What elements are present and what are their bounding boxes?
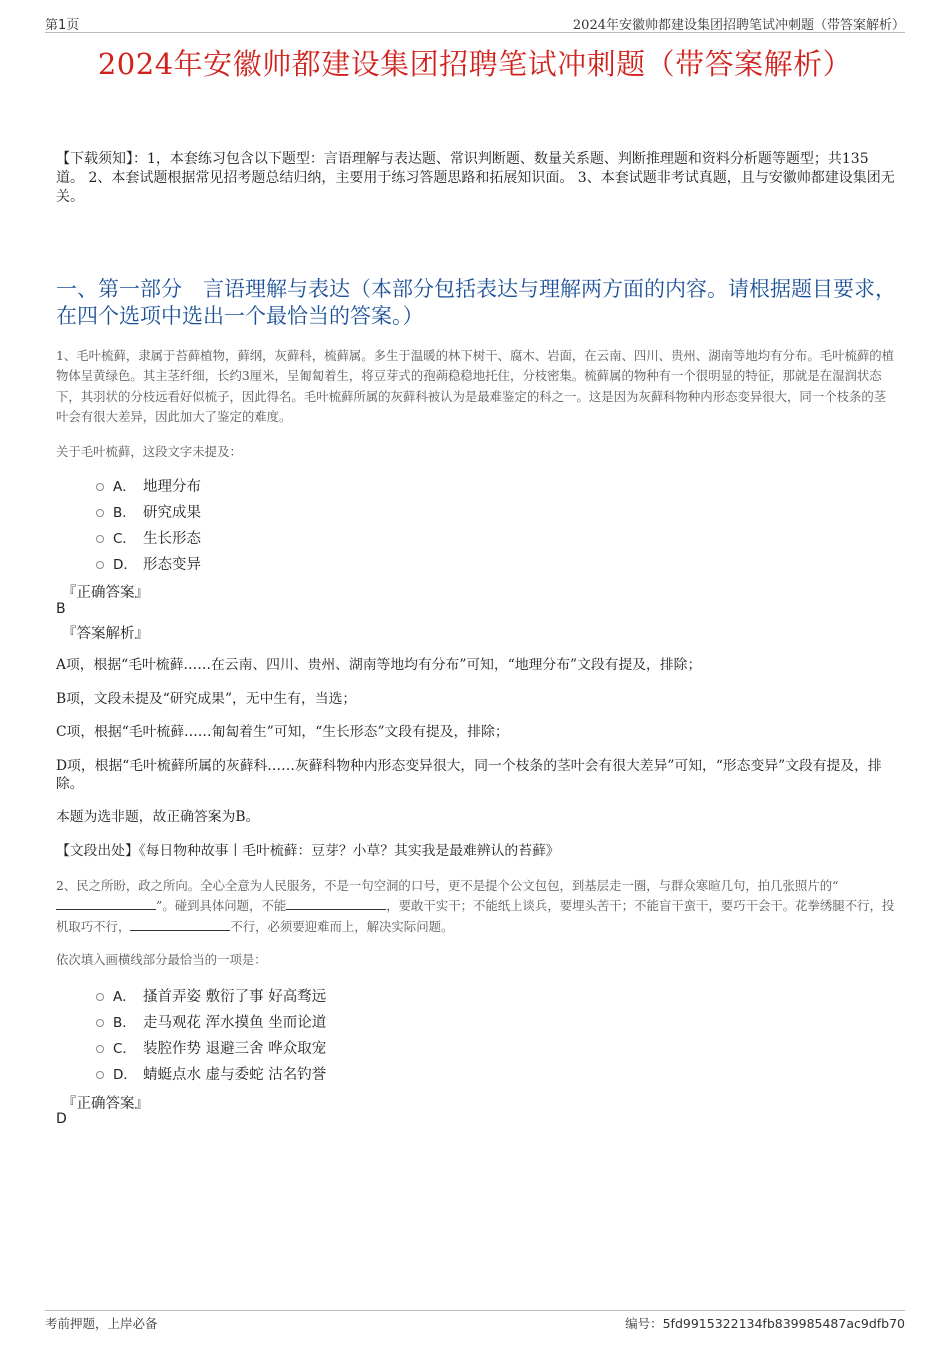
footer-divider bbox=[45, 1310, 905, 1311]
question-1-prompt: 关于毛叶梳藓，这段文字未提及： bbox=[56, 444, 242, 459]
question-1-answer: B bbox=[56, 601, 66, 617]
question-1-option-c[interactable]: C． 生长形态 bbox=[96, 526, 201, 548]
analysis-line-d: D项，根据“毛叶梳藓所属的灰藓科……灰藓科物种内形态变异很大，同一个枝条的茎叶会有很大差异”可知，“形态变异”文段有提及，排除。 bbox=[56, 758, 882, 792]
option-text: 生长形态 bbox=[143, 530, 201, 547]
header-divider bbox=[45, 32, 905, 33]
question-2-option-b[interactable]: B． 走马观花 浑水摸鱼 坐而论道 bbox=[96, 1010, 326, 1032]
analysis-line-a: A项，根据“毛叶梳藓……在云南、四川、贵州、湖南等地均有分布”可知，“地理分布”文段有提及，排除； bbox=[56, 657, 702, 673]
question-1-answer-label: 『正确答案』 bbox=[62, 585, 149, 601]
footer-code-label: 编号： bbox=[625, 1316, 663, 1331]
radio-icon[interactable] bbox=[96, 509, 104, 517]
option-text: 搔首弄姿 敷衍了事 好高骛远 bbox=[143, 988, 327, 1005]
question-2-text: 2、民之所盼，政之所向。全心全意为人民服务，不是一句空洞的口号，更不是提个公文包包，到基层走一圈，与群众寒暄几句，拍几张照片的“”。碰到具体问题，不能 ，要敢干实干；不能纸上谈兵，要埋头苦干；不能盲干蛮干，要巧干会干。花拳绣腿不行，投机取巧不行， 不行，必须要迎难而上，解决实际问题。 bbox=[56, 878, 895, 934]
radio-icon[interactable] bbox=[96, 1045, 104, 1053]
radio-icon[interactable] bbox=[96, 535, 104, 543]
question-1-option-d[interactable]: D． 形态变异 bbox=[96, 552, 201, 574]
fill-blank-2[interactable] bbox=[286, 897, 386, 910]
analysis-line-b: B项，文段未提及“研究成果”，无中生有，当选； bbox=[56, 691, 357, 707]
question-2-option-d[interactable]: D． 蜻蜓点水 虚与委蛇 沽名钓誉 bbox=[96, 1062, 326, 1084]
radio-icon[interactable] bbox=[96, 1071, 104, 1079]
question-1-option-a[interactable]: A． 地理分布 bbox=[96, 474, 201, 496]
question-2-prompt: 依次填入画横线部分最恰当的一项是： bbox=[56, 952, 267, 967]
option-text: 蜻蜓点水 虚与委蛇 沽名钓誉 bbox=[143, 1066, 327, 1083]
radio-icon[interactable] bbox=[96, 993, 104, 1001]
header-doc-title: 2024年安徽帅都建设集团招聘笔试冲刺题（带答案解析） bbox=[572, 18, 905, 33]
option-text: 走马观花 浑水摸鱼 坐而论道 bbox=[143, 1014, 327, 1031]
page-title: 2024年安徽帅都建设集团招聘笔试冲刺题（带答案解析） bbox=[97, 47, 853, 81]
radio-icon[interactable] bbox=[96, 483, 104, 491]
question-1-option-b[interactable]: B． 研究成果 bbox=[96, 500, 201, 522]
footer-code-value: 5fd9915322134fb839985487ac9dfb70 bbox=[662, 1316, 905, 1331]
option-text: 装腔作势 退避三舍 哗众取宠 bbox=[143, 1040, 327, 1057]
question-2-answer-label: 『正确答案』 bbox=[62, 1096, 149, 1112]
footer-code bbox=[625, 1314, 905, 1332]
section-title: 一、第一部分 言语理解与表达（本部分包括表达与理解两方面的内容。请根据题目要求，在四个选项中选出一个最恰当的答案。） bbox=[56, 277, 896, 328]
option-text: 研究成果 bbox=[143, 504, 201, 521]
option-text: 地理分布 bbox=[143, 478, 201, 495]
analysis-line-c: C项，根据“毛叶梳藓……匍匐着生”可知，“生长形态”文段有提及，排除； bbox=[56, 724, 509, 740]
radio-icon[interactable] bbox=[96, 561, 104, 569]
question-2-option-a[interactable]: A． 搔首弄姿 敷衍了事 好高骛远 bbox=[96, 984, 326, 1006]
question-1-text: 1、毛叶梳藓，隶属于苔藓植物，藓纲，灰藓科，梳藓属。多生于温暖的林下树干、腐木、岩面，在云南、四川、贵州、湖南等地均有分布。毛叶梳藓的植物体呈黄绿色。其主茎纤细，长约3厘米，呈匍匐着生，将豆芽式的孢蒴稳稳地托住，分枝密集。梳藓属的物种有一个很明显的特征，那就是在湿润状态下，其羽状的分枝远看好似梳子，因此得名。毛叶梳藓所属的灰藓科被认为是最难鉴定的科之一。这是因为灰藓科物种内形态变异很大，同一个枝条的茎叶会有很大差异，因此加大了鉴定的难度。 bbox=[56, 348, 895, 424]
question-1-source: 【文段出处】《每日物种故事丨毛叶梳藓：豆芽？小草？其实我是最难辨认的苔藓》 bbox=[56, 843, 560, 859]
footer-slogan: 考前押题，上岸必备 bbox=[45, 1316, 158, 1331]
fill-blank-3[interactable] bbox=[130, 918, 230, 931]
page-number: 第1页 bbox=[45, 18, 80, 33]
question-1-analysis-label: 『答案解析』 bbox=[62, 626, 149, 642]
question-2-answer: D bbox=[56, 1111, 67, 1127]
analysis-conclusion: 本题为选非题，故正确答案为B。 bbox=[56, 809, 260, 825]
question-2-option-c[interactable]: C． 装腔作势 退避三舍 哗众取宠 bbox=[96, 1036, 326, 1058]
download-notice: 【下载须知】：1，本套练习包含以下题型：言语理解与表达题、常识判断题、数量关系题、判断推理题和资料分析题等题型；共135道。 2、本套试题根据常见招考题总结归纳，主要用于练习答题思路和拓展知识面。 3、本套试题非考试真题，且与安徽帅都建设集团无关。 bbox=[56, 151, 895, 205]
radio-icon[interactable] bbox=[96, 1019, 104, 1027]
option-text: 形态变异 bbox=[143, 556, 201, 573]
fill-blank-1[interactable] bbox=[56, 897, 156, 910]
